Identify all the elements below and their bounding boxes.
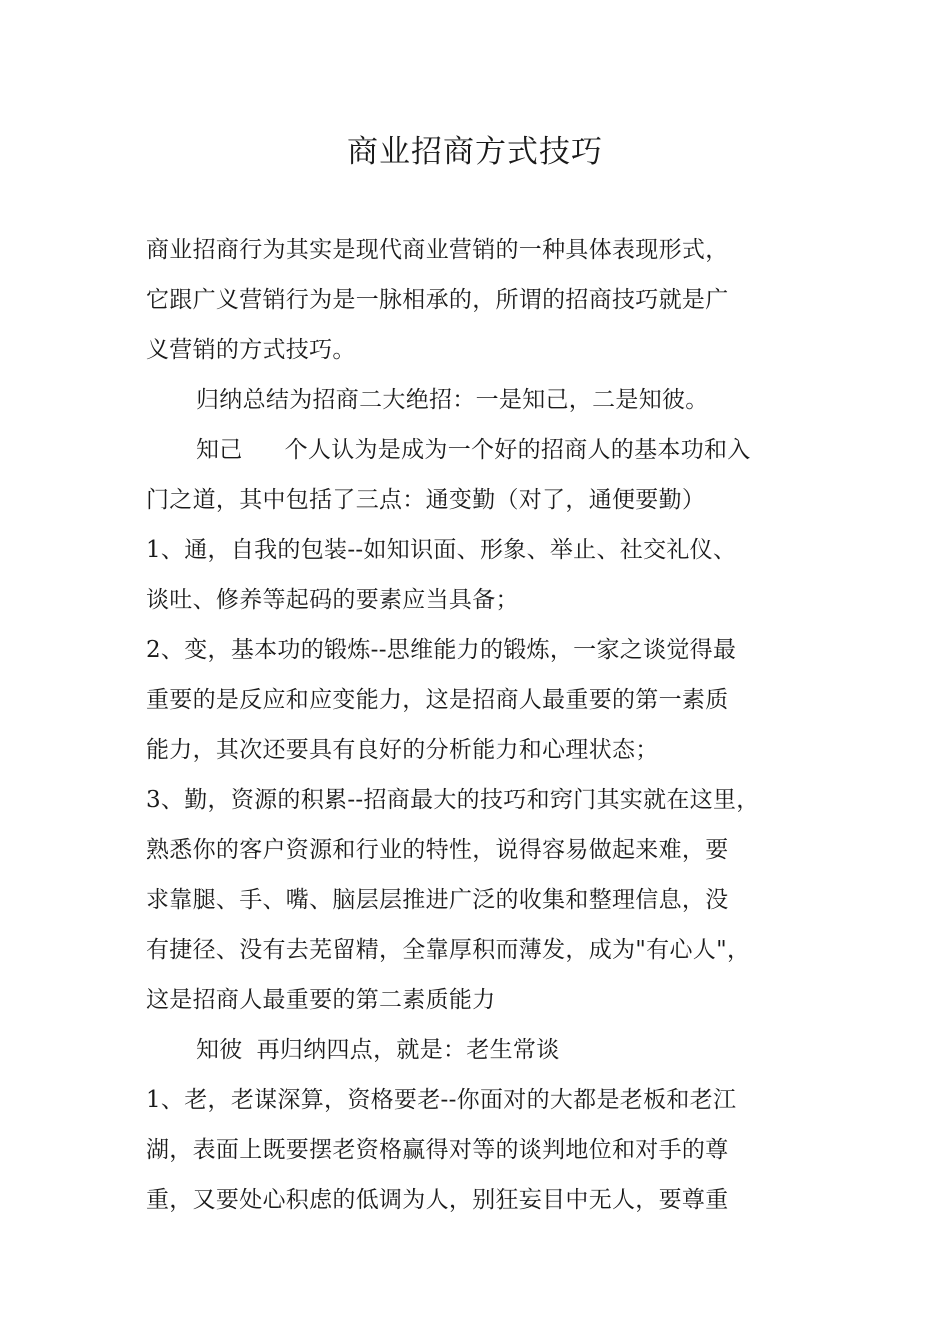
paragraph-line: 门之道，其中包括了三点：通变勤（对了，通便要勤） bbox=[146, 487, 706, 513]
zhibi-heading-line bbox=[196, 1033, 560, 1067]
list-item-line: 有捷径、没有去芜留精，全靠厚积而薄发，成为"有心人"， bbox=[146, 937, 751, 963]
list-item-line: 湖，表面上既要摆老资格赢得对等的谈判地位和对手的尊 bbox=[146, 1137, 729, 1163]
zhiji-label: 知己 bbox=[196, 437, 243, 463]
list-item-line: 2、变，基本功的锻炼--思维能力的锻炼，一家之谈觉得最 bbox=[146, 637, 737, 663]
list-item-line: 谈吐、修养等起码的要素应当具备； bbox=[146, 587, 519, 613]
list-item-line: 1、通，自我的包装--如知识面、形象、举止、社交礼仪、 bbox=[146, 537, 737, 563]
zhibi-text: 再归纳四点，就是：老生常谈 bbox=[256, 1037, 560, 1063]
list-item-line: 1、老，老谋深算，资格要老--你面对的大都是老板和老江 bbox=[146, 1087, 737, 1113]
list-item-line: 求靠腿、手、嘴、脑层层推进广泛的收集和整理信息，没 bbox=[146, 887, 729, 913]
list-item-line: 这是招商人最重要的第二素质能力 bbox=[146, 987, 496, 1013]
list-item-line: 重，又要处心积虑的低调为人，别狂妄目中无人，要尊重 bbox=[146, 1187, 729, 1213]
paragraph-line: 它跟广义营销行为是一脉相承的，所谓的招商技巧就是广 bbox=[146, 287, 729, 313]
list-item-line: 能力，其次还要具有良好的分析能力和心理状态； bbox=[146, 737, 659, 763]
document-title: 商业招商方式技巧 bbox=[347, 134, 603, 170]
zhiji-text: 个人认为是成为一个好的招商人的基本功和入 bbox=[284, 437, 751, 463]
list-item-line: 重要的是反应和应变能力，这是招商人最重要的第一素质 bbox=[146, 687, 729, 713]
list-item-line: 熟悉你的客户资源和行业的特性，说得容易做起来难，要 bbox=[146, 837, 729, 863]
zhiji-heading-line bbox=[196, 433, 751, 467]
paragraph-line: 商业招商行为其实是现代商业营销的一种具体表现形式， bbox=[146, 237, 729, 263]
list-item-line: 3、勤，资源的积累--招商最大的技巧和窍门其实就在这里， bbox=[146, 787, 760, 813]
paragraph-line: 义营销的方式技巧。 bbox=[146, 337, 356, 363]
zhibi-label: 知彼 bbox=[196, 1037, 243, 1063]
paragraph-line: 归纳总结为招商二大绝招：一是知己，二是知彼。 bbox=[196, 387, 709, 413]
